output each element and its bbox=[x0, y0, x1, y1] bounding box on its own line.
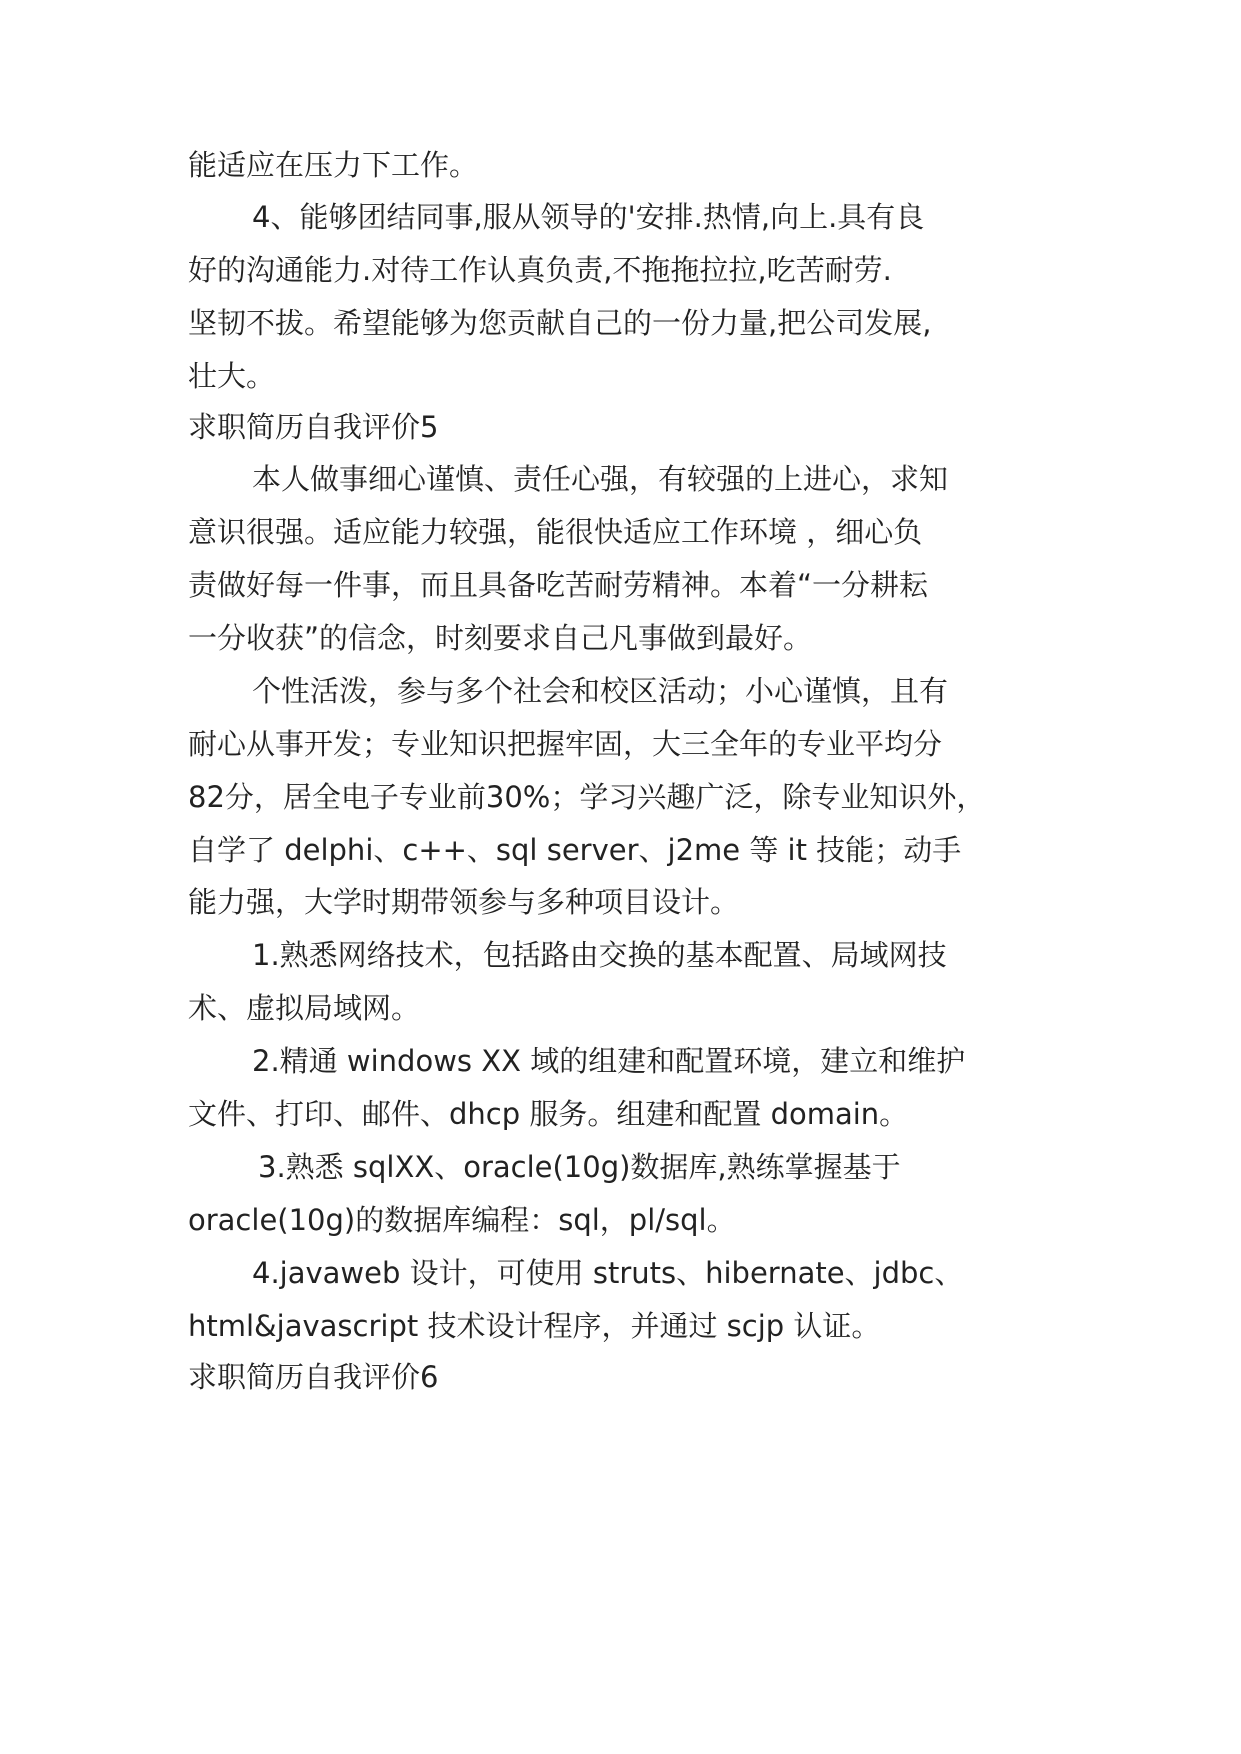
section-heading: 求职简历自我评价5 bbox=[188, 410, 439, 444]
text-line: 本人做事细心谨慎、责任心强，有较强的上进心，求知 bbox=[252, 462, 949, 496]
text-line: 4、能够团结同事,服从领导的'安排.热情,向上.具有良 bbox=[252, 200, 925, 234]
text-line: 个性活泼，参与多个社会和校区活动；小心谨慎，且有 bbox=[252, 674, 949, 708]
text-line: 坚韧不拔。希望能够为您贡献自己的一份力量,把公司发展, bbox=[188, 306, 932, 340]
text-line: 文件、打印、邮件、dhcp 服务。组建和配置 domain。 bbox=[188, 1097, 909, 1131]
text-line: 壮大。 bbox=[188, 359, 276, 393]
text-line: 82分，居全电子专业前30%；学习兴趣广泛，除专业知识外， bbox=[188, 780, 986, 814]
text-line: html&javascript 技术设计程序，并通过 scjp 认证。 bbox=[188, 1309, 881, 1343]
text-line: 耐心从事开发；专业知识把握牢固，大三全年的专业平均分 bbox=[188, 727, 943, 761]
text-line: 能力强，大学时期带领参与多种项目设计。 bbox=[188, 885, 740, 919]
list-item: 2.精通 windows XX 域的组建和配置环境，建立和维护 bbox=[252, 1044, 966, 1078]
section-heading: 求职简历自我评价6 bbox=[188, 1360, 439, 1394]
text-line: 一分收获”的信念，时刻要求自己凡事做到最好。 bbox=[188, 621, 813, 655]
text-line: 意识很强。适应能力较强，能很快适应工作环境 ，细心负 bbox=[188, 515, 923, 549]
list-item: 1.熟悉网络技术，包括路由交换的基本配置、局域网技 bbox=[252, 938, 947, 972]
text-line: 能适应在压力下工作。 bbox=[188, 148, 479, 182]
text-line: oracle(10g)的数据库编程：sql，pl/sql。 bbox=[188, 1203, 736, 1237]
text-line: 好的沟通能力.对待工作认真负责,不拖拖拉拉,吃苦耐劳. bbox=[188, 253, 892, 287]
list-item: 4.javaweb 设计，可使用 struts、hibernate、jdbc、 bbox=[252, 1256, 964, 1290]
list-item: 3.熟悉 sqlXX、oracle(10g)数据库,熟练掌握基于 bbox=[258, 1150, 901, 1184]
text-line: 术、虚拟局域网。 bbox=[188, 991, 421, 1025]
text-line: 责做好每一件事，而且具备吃苦耐劳精神。本着“一分耕耘 bbox=[188, 568, 929, 602]
text-line: 自学了 delphi、c++、sql server、j2me 等 it 技能；动手 bbox=[188, 833, 962, 867]
